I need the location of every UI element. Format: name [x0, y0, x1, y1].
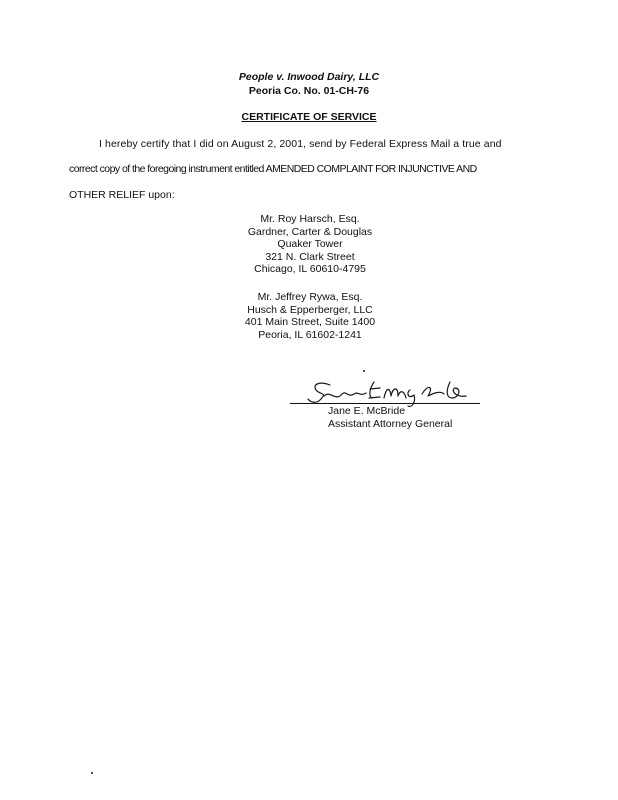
signature-line	[290, 403, 480, 404]
signer-title: Assistant Attorney General	[328, 418, 453, 430]
case-number: Peoria Co. No. 01-CH-76	[248, 85, 370, 97]
address-line: Gardner, Carter & Douglas	[247, 225, 373, 238]
signer-name: Jane E. McBride	[328, 405, 406, 417]
case-caption	[0, 70, 618, 98]
address-line: Peoria, IL 61602-1241	[258, 328, 362, 341]
recipient-address-1	[200, 213, 420, 276]
certificate-heading: CERTIFICATE OF SERVICE	[241, 111, 377, 123]
scan-speck	[91, 772, 93, 774]
signer-block	[328, 405, 452, 431]
body-line-2: correct copy of the foregoing instrument entitled AMENDED COMPLAINT FOR INJUNCTIVE AND	[69, 163, 477, 175]
address-line: 401 Main Street, Suite 1400	[244, 316, 376, 329]
address-line: Chicago, IL 60610-4795	[254, 263, 366, 276]
body-line-3: OTHER RELIEF upon:	[69, 189, 175, 201]
scan-speck	[363, 370, 365, 372]
recipient-address-2	[200, 291, 420, 341]
case-title: People v. Inwood Dairy, LLC	[238, 71, 380, 83]
address-line: Mr. Roy Harsch, Esq.	[260, 213, 360, 225]
address-line: Mr. Jeffrey Rywa, Esq.	[257, 291, 363, 303]
address-line: Husch & Epperberger, LLC	[247, 303, 373, 316]
body-line-1: I hereby certify that I did on August 2, 2001, send by Federal Express Mail a true and	[99, 138, 502, 150]
address-line: Quaker Tower	[277, 238, 343, 251]
address-line: 321 N. Clark Street	[265, 250, 355, 263]
